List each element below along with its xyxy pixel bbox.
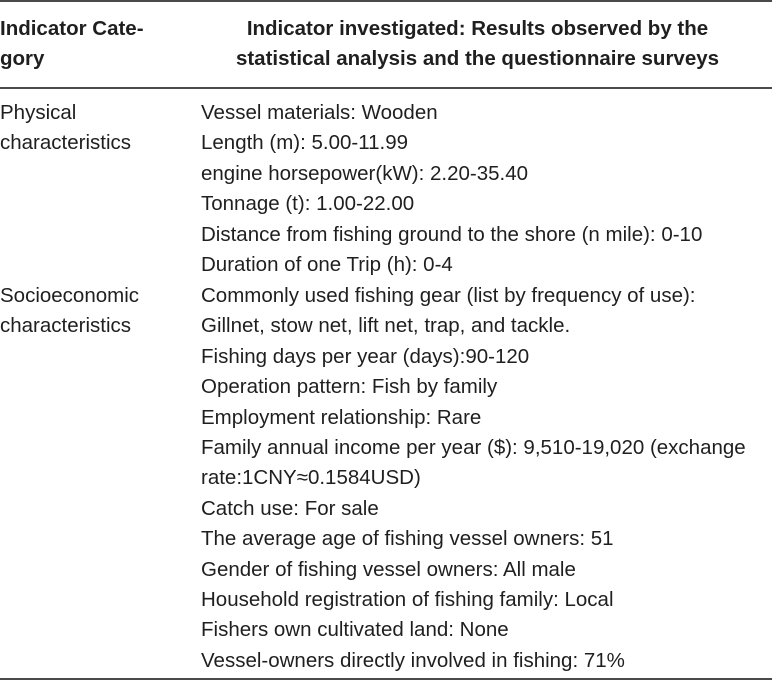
physical-indicator-list <box>201 98 772 280</box>
list-item: Household registration of fishing family: Local <box>201 588 614 612</box>
table-top-rule <box>0 0 772 2</box>
list-item: Commonly used fishing gear (list by frequency of use): Gillnet, stow net, lift net, trap, and tackle. <box>201 284 696 338</box>
list-item: Catch use: For sale <box>201 496 379 520</box>
socioeconomic-indicator-list <box>201 281 772 676</box>
header-indicator-category: Indicator Cate- gory <box>0 17 144 70</box>
header-indicator-investigated: Indicator investigated: Results observed by the statistical analysis and the questionnaire surveys <box>235 17 720 70</box>
list-item: Distance from fishing ground to the shore (n mile): 0-10 <box>201 222 703 246</box>
list-item: Length (m): 5.00-11.99 <box>201 131 409 155</box>
category-socioeconomic: Socioeconomic characteristics <box>0 284 140 337</box>
table-bottom-rule <box>0 678 772 680</box>
list-item: engine horsepower(kW): 2.20-35.40 <box>201 161 529 185</box>
list-item: The average age of fishing vessel owners: 51 <box>201 527 614 551</box>
header-divider-rule <box>0 87 772 89</box>
list-item: Operation pattern: Fish by family <box>201 375 498 399</box>
list-item: Vessel materials: Wooden <box>201 101 438 124</box>
list-item: Tonnage (t): 1.00-22.00 <box>201 192 415 216</box>
list-item: Family annual income per year ($): 9,510-19,020 (exchange rate:1CNY≈0.1584USD) <box>201 436 746 490</box>
list-item: Employment relationship: Rare <box>201 405 482 429</box>
list-item: Gender of fishing vessel owners: All male <box>201 557 576 581</box>
list-item: Duration of one Trip (h): 0-4 <box>201 253 453 277</box>
list-item: Fishers own cultivated land: None <box>201 618 509 642</box>
list-item: Vessel-owners directly involved in fishing: 71% <box>201 648 625 672</box>
category-physical: Physical characteristics <box>0 101 132 154</box>
list-item: Fishing days per year (days):90-120 <box>201 344 530 368</box>
